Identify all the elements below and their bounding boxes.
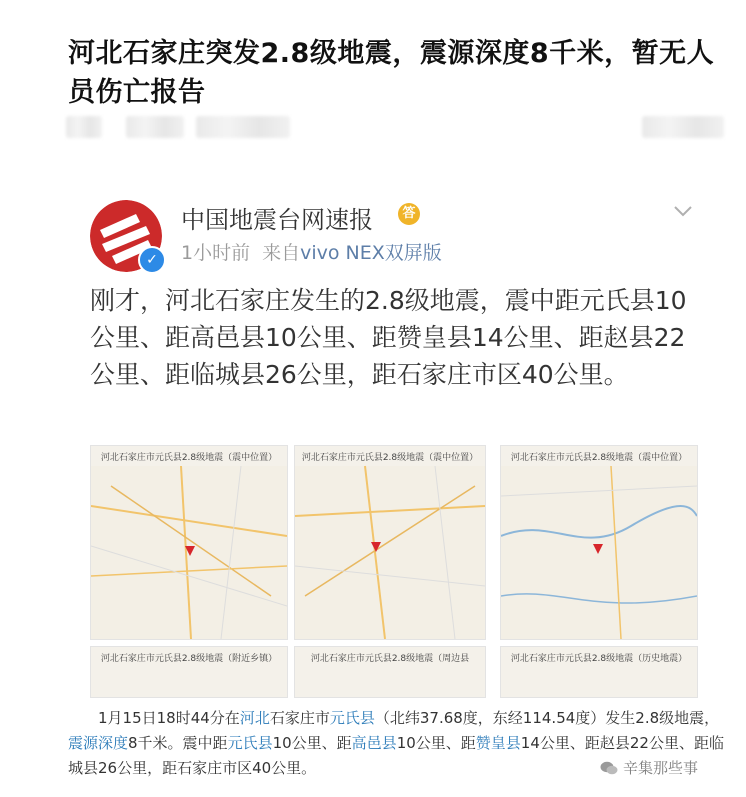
blurred-meta-3 [196,116,290,138]
map-image-2[interactable] [294,445,486,640]
caption-link-zanhuang[interactable]: 赞皇县 [475,734,521,752]
caption-link-gaoyi[interactable]: 高邑县 [351,734,397,752]
caption-text: 10公里、距 [272,734,352,752]
map-caption: 河北石家庄市元氏县2.8级地震（历史地震） [510,654,688,664]
account-name[interactable]: 中国地震台网速报 [181,206,373,234]
map-caption: 河北石家庄市元氏县2.8级地震（附近乡镇） [100,654,278,664]
map-lines [501,446,697,639]
caption-link-hebei[interactable]: 河北 [239,709,270,727]
map-image-5[interactable] [294,646,486,698]
map-image-4[interactable] [90,646,288,698]
watermark-text: 辛集那些事 [623,759,699,777]
map-image-6[interactable] [500,646,698,698]
wechat-icon [600,761,618,775]
map-caption: 河北石家庄市元氏县2.8级地震（周边县 [310,654,470,664]
post-text: 刚才，河北石家庄发生的2.8级地震，震中距元氏县10公里、距高邑县10公里、距赞皇县14公里、距赵县22公里、距临城县26公里，距石家庄市区40公里。 [90,286,687,389]
caption-link-yuanshi[interactable]: 元氏县 [329,709,375,727]
map-image-3[interactable] [500,445,698,640]
map-caption: 河北石家庄市元氏县2.8级地震（震中位置） [100,453,278,463]
map-lines [295,446,485,639]
map-image-1[interactable] [90,445,288,640]
caption-text: （北纬37.68度，东经114.54度）发生2.8级地震， [374,709,720,727]
blurred-meta-2 [126,116,184,138]
wechat-watermark [600,757,698,778]
map-caption: 河北石家庄市元氏县2.8级地震（震中位置） [510,453,688,463]
article-meta-blurred [0,116,746,138]
blurred-meta-1 [66,116,102,138]
caption-text: 1月15日18时44分在 [98,709,240,727]
post-time: 1小时前 [181,242,251,264]
source-device[interactable]: vivo NEX双屏版 [300,242,442,264]
epicenter-marker-icon [371,542,381,552]
map-caption: 河北石家庄市元氏县2.8级地震（震中位置） [301,453,479,463]
chevron-down-icon[interactable] [672,200,694,222]
gold-medal-icon: 答 [398,203,420,225]
map-lines [91,446,287,639]
verified-icon: ✓ [138,246,166,274]
caption-text: 10公里、距 [396,734,476,752]
epicenter-marker-icon [185,546,195,556]
caption-text: 石家庄市 [269,709,330,727]
source-prefix: 来自 [262,242,301,264]
article-title: 河北石家庄突发2.8级地震，震源深度8千米，暂无人员伤亡报告 [68,38,715,109]
caption-text: 14公里、距赵县22公里、距临城县26公里，距石家庄市区40公里。 [68,734,724,777]
epicenter-marker-icon [593,544,603,554]
caption-text: 8千米。震中距 [128,734,228,752]
blurred-meta-4 [642,116,724,138]
caption-link-yuanshi-2[interactable]: 元氏县 [227,734,273,752]
caption-link-focal-depth[interactable]: 震源深度 [68,734,129,752]
weibo-post-screenshot [68,170,718,700]
post-meta [181,238,442,265]
